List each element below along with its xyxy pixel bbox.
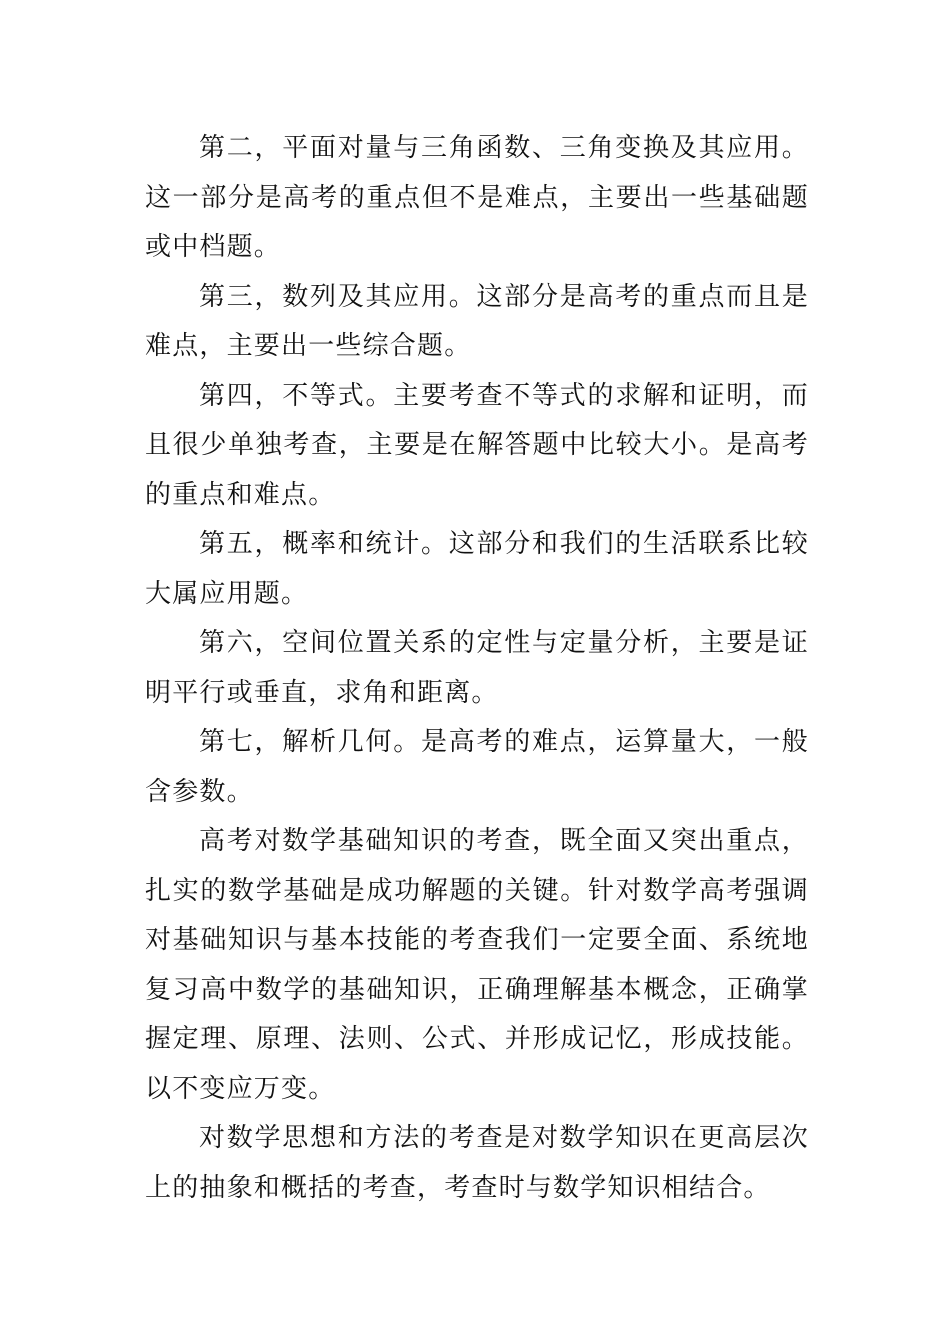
- paragraph-topic-2: 第二，平面对量与三角函数、三角变换及其应用。这一部分是高考的重点但不是难点，主要出一些基础题或中档题。: [145, 133, 809, 262]
- paragraph-topic-7: 第七，解析几何。是高考的难点，运算量大，一般含参数。: [145, 727, 809, 807]
- paragraph-topic-4: 第四，不等式。主要考查不等式的求解和证明，而且很少单独考查，主要是在解答题中比较大小。是高考的重点和难点。: [145, 380, 809, 510]
- paragraph-topic-3: 第三，数列及其应用。这部分是高考的重点而且是难点，主要出一些综合题。: [145, 281, 809, 361]
- paragraph-basic-knowledge: 高考对数学基础知识的考查，既全面又突出重点，扎实的数学基础是成功解题的关键。针对数学高考强调对基础知识与基本技能的考查我们一定要全面、系统地复习高中数学的基础知识，正确理解基本概念，正确掌握定理、原理、法则、公式、并形成记忆，形成技能。以不变应万变。: [145, 826, 809, 1104]
- paragraph-math-thinking: 对数学思想和方法的考查是对数学知识在更高层次上的抽象和概括的考查，考查时与数学知识相结合。: [145, 1123, 809, 1203]
- paragraph-topic-6: 第六，空间位置关系的定性与定量分析，主要是证明平行或垂直，求角和距离。: [145, 628, 809, 708]
- document-body: [145, 124, 809, 1213]
- paragraph-topic-5: 第五，概率和统计。这部分和我们的生活联系比较大属应用题。: [145, 529, 809, 609]
